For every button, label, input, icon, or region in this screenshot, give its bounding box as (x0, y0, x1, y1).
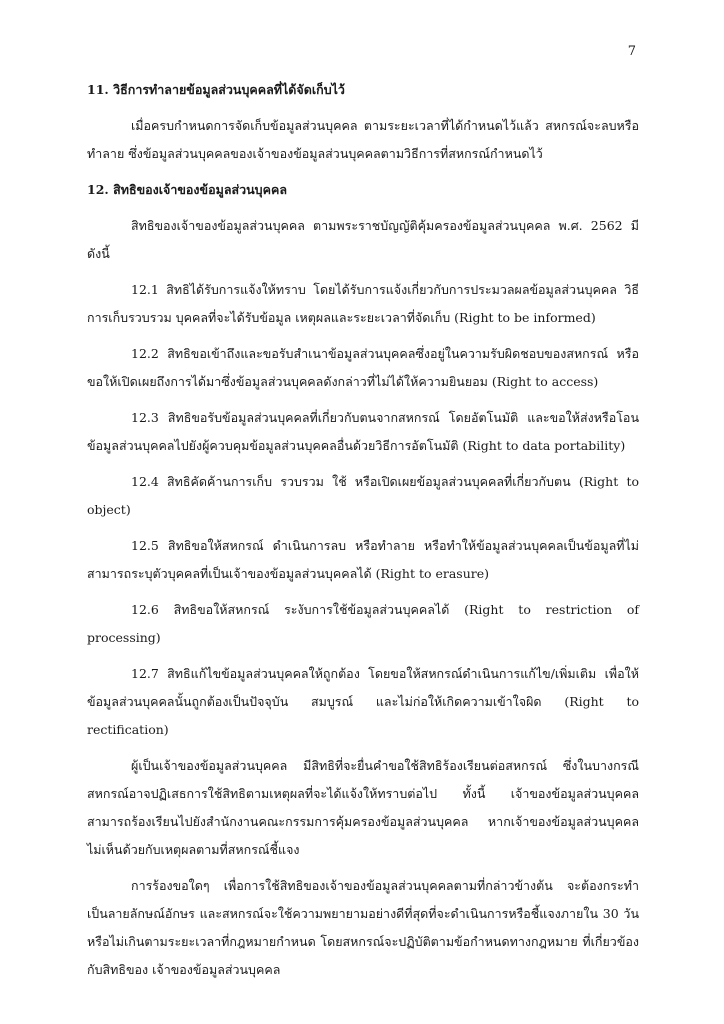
section-12 (87, 176, 639, 984)
page-number: 7 (627, 44, 636, 59)
section-heading: 12. สิทธิของเจ้าของข้อมูลส่วนบุคคล (87, 182, 287, 197)
list-item: 12.3 สิทธิขอรับข้อมูลส่วนบุคคลที่เกี่ยวกับตนจากสหกรณ์ โดยอัตโนมัติ และขอให้ส่งหรือโอนข้อมูลส่วนบุคคลไปยังผู้ควบคุมข้อมูลส่วนบุคคลอื่นด้วยวิธีการอัตโนมัติ (Right to data portability) (87, 410, 639, 453)
section-11 (87, 76, 639, 168)
paragraph: สิทธิของเจ้าของข้อมูลส่วนบุคคล ตามพระราชบัญญัติคุ้มครองข้อมูลส่วนบุคคล พ.ศ. 2562 มีดังนี้ (87, 218, 639, 261)
paragraph: การร้องขอใดๆ เพื่อการใช้สิทธิของเจ้าของข้อมูลส่วนบุคคลตามที่กล่าวข้างต้น จะต้องกระทำเป็นลายลักษณ์อักษร และสหกรณ์จะใช้ความพยายามอย่างดีที่สุดที่จะดำเนินการหรือชี้แจงภายใน 30 วัน หรือไม่เกินตามระยะเวลาที่กฎหมายกำหนด โดยสหกรณ์จะปฏิบัติตามข้อกำหนดทางกฎหมาย ที่เกี่ยวข้องกับสิทธิของ เจ้าของข้อมูลส่วนบุคคล (87, 878, 639, 977)
list-item: 12.7 สิทธิแก้ไขข้อมูลส่วนบุคคลให้ถูกต้อง โดยขอให้สหกรณ์ดำเนินการแก้ไข/เพิ่มเติม เพื่อให้ข้อมูลส่วนบุคคลนั้นถูกต้องเป็นปัจจุบัน สมบูรณ์ และไม่ก่อให้เกิดความเข้าใจผิด (Right to rectification) (87, 666, 639, 737)
list-item: 12.1 สิทธิได้รับการแจ้งให้ทราบ โดยได้รับการแจ้งเกี่ยวกับการประมวลผลข้อมูลส่วนบุคคล วิธีการเก็บรวบรวม บุคคลที่จะได้รับข้อมูล เหตุผลและระยะเวลาที่จัดเก็บ (Right to be informed) (87, 282, 639, 325)
list-item: 12.6 สิทธิขอให้สหกรณ์ ระงับการใช้ข้อมูลส่วนบุคคลได้ (Right to restriction of processing) (87, 602, 639, 645)
paragraph: เมื่อครบกำหนดการจัดเก็บข้อมูลส่วนบุคคล ตามระยะเวลาที่ได้กำหนดไว้แล้ว สหกรณ์จะลบหรือทำลาย ซึ่งข้อมูลส่วนบุคคลของเจ้าของข้อมูลส่วนบุคคลตามวิธีการที่สหกรณ์กำหนดไว้ (87, 118, 639, 161)
document-body (87, 76, 639, 992)
section-heading: 11. วิธีการทำลายข้อมูลส่วนบุคคลที่ได้จัดเก็บไว้ (87, 82, 345, 97)
paragraph: ผู้เป็นเจ้าของข้อมูลส่วนบุคคล มีสิทธิที่จะยื่นคำขอใช้สิทธิร้องเรียนต่อสหกรณ์ ซึ่งในบางกรณีสหกรณ์อาจปฏิเสธการใช้สิทธิตามเหตุผลที่จะได้แจ้งให้ทราบต่อไป ทั้งนี้ เจ้าของข้อมูลส่วนบุคคลสามารถร้องเรียนไปยังสำนักงานคณะกรรมการคุ้มครองข้อมูลส่วนบุคคล หากเจ้าของข้อมูลส่วนบุคคล ไม่เห็นด้วยกับเหตุผลตามที่สหกรณ์ชี้แจง (87, 758, 639, 857)
list-item: 12.2 สิทธิขอเข้าถึงและขอรับสำเนาข้อมูลส่วนบุคคลซึ่งอยู่ในความรับผิดชอบของสหกรณ์ หรือขอให้เปิดเผยถึงการได้มาซึ่งข้อมูลส่วนบุคคลดังกล่าวที่ไม่ได้ให้ความยินยอม (Right to access) (87, 346, 639, 389)
list-item: 12.5 สิทธิขอให้สหกรณ์ ดำเนินการลบ หรือทำลาย หรือทำให้ข้อมูลส่วนบุคคลเป็นข้อมูลที่ไม่สามารถระบุตัวบุคคลที่เป็นเจ้าของข้อมูลส่วนบุคคลได้ (Right to erasure) (87, 538, 639, 581)
list-item: 12.4 สิทธิคัดค้านการเก็บ รวบรวม ใช้ หรือเปิดเผยข้อมูลส่วนบุคคลที่เกี่ยวกับตน (Right to object) (87, 474, 639, 517)
